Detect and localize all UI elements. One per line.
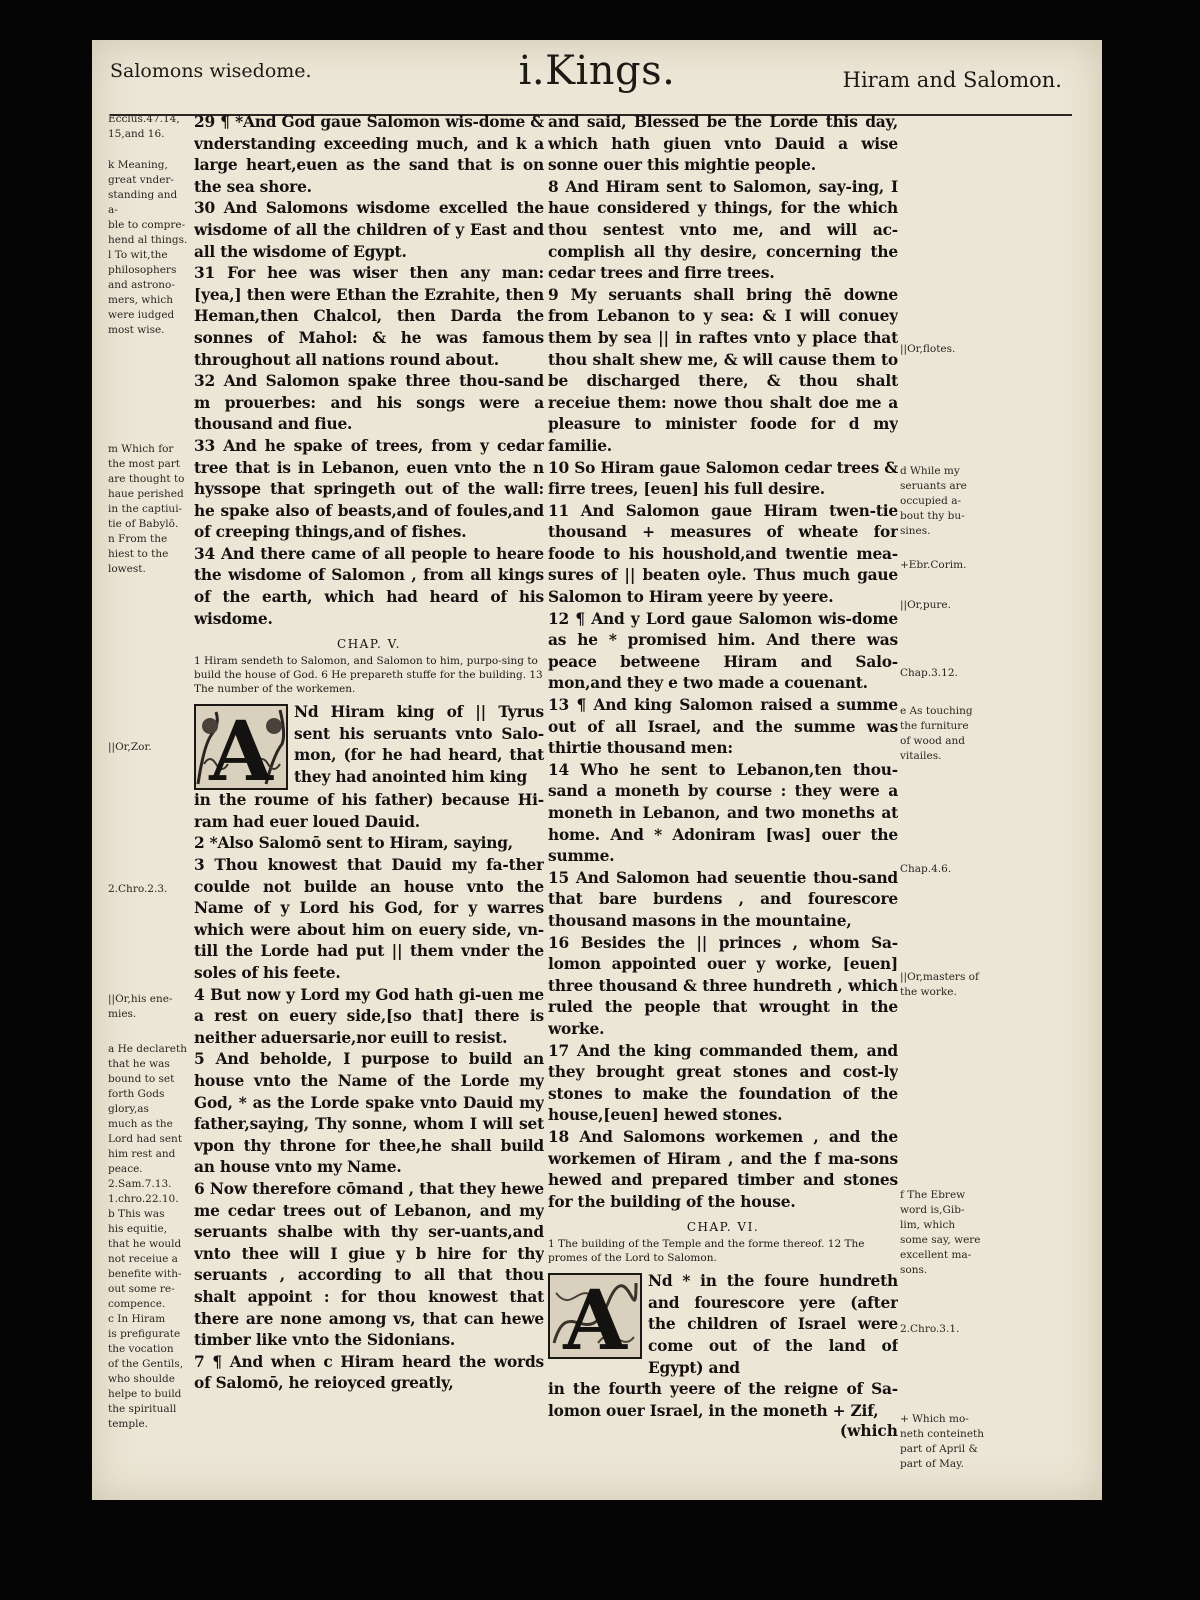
- chapter-heading: CHAP. VI.: [686, 1220, 760, 1235]
- verse: 8 And Hiram sent to Salomon, say-ing, I haue considered y things, for the which thou sentest vnto me, and will ac-complish all thy desire, concerning the cedar trees and firre trees.: [548, 177, 898, 283]
- dropcap-ornament-icon: [194, 704, 288, 790]
- verse: 2 *Also Salomō sent to Hiram, saying,: [194, 834, 513, 853]
- verse: 11 And Salomon gaue Hiram twen-tie thousand + measures of wheate for foode to his houshold,and twentie mea-sures of || beaten oyle. Thus much gaue Salomon to Hiram yeere by yeere.: [548, 501, 898, 607]
- verse: 5 And beholde, I purpose to build an house vnto the Name of the Lorde my God, * as the Lorde spake vnto Dauid my father,saying, Thy sonne, whom I will set vpon thy throne for thee,he shall build an house vnto my Name.: [194, 1050, 544, 1177]
- verse: and said, Blessed be the Lorde this day, which hath giuen vnto Dauid a wise sonne ouer this mightie people.: [548, 113, 898, 175]
- chapter-heading: CHAP. V.: [337, 637, 401, 652]
- verse: 30 And Salomons wisdome excelled the wisdome of all the children of y East and all the wisdome of Egypt.: [194, 199, 544, 261]
- margin-note: ||Or,his ene- mies.: [108, 993, 173, 1020]
- ornamental-dropcap: [548, 1273, 642, 1359]
- verse: 4 But now y Lord my God hath gi-uen me a rest on euery side,[so that] there is neither aduersarie,nor euill to resist.: [194, 985, 544, 1047]
- verse: 9 My seruants shall bring thē downe from Lebanon to y sea: & I will conuey them by sea || in raftes vnto y place that thou shalt shew me, & will cause them to be discharged there, & thou shalt receiue them: nowe thou shalt doe me a pleasure to minister foode for d my familie.: [548, 285, 898, 455]
- verse: 14 Who he sent to Lebanon,ten thou-sand a moneth by course : they were a moneth in Lebanon, and two moneths at home. And * Adoniram [was] ouer the summe.: [548, 760, 898, 866]
- margin-note: ||Or,flotes.: [900, 343, 956, 355]
- verse: 15 And Salomon had seuentie thou-sand that bare burdens , and fourescore thousand masons in the mountaine,: [548, 868, 898, 930]
- margin-note: k Meaning, great vnder- standing and a- ble to compre- hend al things. l To wit,the philosophers and astrono- mers, which were iudged most wise.: [108, 159, 188, 336]
- chapter-summary: 1 The building of the Temple and the forme thereof. 12 The promes of the Lord to Salomon.: [548, 1238, 865, 1265]
- margin-note: ||Or,pure.: [900, 599, 951, 611]
- verse: 31 For hee was wiser then any man: [yea,] then were Ethan the Ezrahite, then Heman,then Chalcol, then Darda the sonnes of Mahol: & he was famous throughout all nations round about.: [194, 264, 544, 369]
- verse: 3 Thou knowest that Dauid my fa-ther coulde not builde an house vnto the Name of y Lord his God, for y warres which were about him on euery side, vn-till the Lorde had put || them vnder the soles of his feete.: [194, 856, 544, 982]
- verse: 17 And the king commanded them, and they brought great stones and cost-ly stones to make the foundation of the house,[euen] hewed stones.: [548, 1041, 898, 1125]
- margin-note: Ecclus.47.14, 15,and 16.: [108, 113, 180, 140]
- catchword: (which: [839, 1422, 898, 1441]
- text-column-left: [194, 112, 544, 1492]
- running-header: [92, 40, 1102, 112]
- chapter-summary: 1 Hiram sendeth to Salomon, and Salomon to him, purpo-sing to build the house of God. 6 He prepareth stuffe for the building. 13 The number of the workemen.: [194, 655, 543, 696]
- verse: 10 So Hiram gaue Salomon cedar trees & firre trees, [euen] his full desire.: [548, 458, 898, 499]
- margin-note: ||Or,Zor.: [108, 741, 152, 753]
- verse: 29 ¶ *And God gaue Salomon wis-dome & vnderstanding exceeding much, and k a large heart,euen as the sand that is on the sea shore.: [194, 113, 544, 196]
- chapter-opening-text: Nd Hiram king of || Tyrus sent his seruants vnto Salo-mon, (for he had heard, that they had anointed him king: [294, 703, 544, 787]
- margin-note: f The Ebrew word is,Gib- lim, which some say, were excellent ma- sons.: [900, 1189, 981, 1276]
- verse: in the fourth yeere of the reigne of Sa-lomon ouer Israel, in the moneth + Zif,: [548, 1380, 898, 1420]
- header-book-title: i.Kings.: [518, 48, 676, 94]
- margin-note: d While my seruants are occupied a- bout thy bu- sines.: [900, 465, 967, 537]
- verse: in the roume of his father) because Hi-ram had euer loued Dauid.: [194, 791, 544, 831]
- margin-note: Chap.3.12.: [900, 667, 958, 679]
- verse: 34 And there came of all people to heare the wisdome of Salomon , from all kings of the earth, which had heard of his wisdome.: [194, 544, 544, 628]
- header-right-title: Hiram and Salomon.: [842, 68, 1062, 92]
- dropcap-letter: A: [209, 704, 273, 791]
- verse: 32 And Salomon spake three thou-sand m prouerbes: and his songs were a thousand and fiue.: [194, 372, 544, 434]
- text-column-right: [548, 112, 898, 1492]
- header-left-title: Salomons wisedome.: [110, 60, 312, 82]
- margin-note: + Which mo- neth conteineth part of April & part of May.: [900, 1413, 985, 1470]
- margin-note: Chap.4.6.: [900, 863, 952, 875]
- chapter-opening: [548, 1271, 898, 1379]
- margin-note: e As touching the furniture of wood and vitailes.: [900, 705, 973, 762]
- verse: 16 Besides the || princes , whom Sa-lomon appointed ouer y worke, [euen] three thousand & three hundreth , which ruled the people that wrought in the worke.: [548, 933, 898, 1038]
- dropcap-ornament-icon: [548, 1273, 642, 1359]
- dropcap-letter: A: [563, 1273, 627, 1360]
- verse: 12 ¶ And y Lord gaue Salomon wis-dome as he * promised him. And there was peace betweene Hiram and Salo-mon,and they e two made a couenant.: [548, 609, 898, 693]
- chapter-opening: [194, 702, 544, 790]
- verse: 13 ¶ And king Salomon raised a summe out of all Israel, and the summe was thirtie thousand men:: [548, 696, 898, 758]
- verse: 6 Now therefore cōmand , that they hewe me cedar trees out of Lebanon, and my seruants shalbe with thy ser-uants,and vnto thee will I giue y b hire for thy seruants , according to all that thou shalt appoint : for thou knowest that there are none among vs, that can hewe timber like vnto the Sidonians.: [194, 1179, 544, 1350]
- book-page: [92, 40, 1102, 1500]
- margin-note: +Ebr.Corim.: [900, 559, 967, 571]
- margin-note: m Which for the most part are thought to haue perished in the captiui- tie of Babylō. n From the hiest to the lowest.: [108, 443, 185, 575]
- margin-note: a He declareth that he was bound to set forth Gods glory,as much as the Lord had sent him rest and peace. 2.Sam.7.13. 1.chro.22.10. b This was his equitie, that he would not receiue a benefite with- out some re- compence. c In Hiram is prefigurate the vocation of the Gentils, who shoulde helpe to build the spirituall temple.: [108, 1043, 187, 1430]
- margin-note: ||Or,masters of the worke.: [900, 971, 979, 998]
- margin-note: 2.Chro.2.3.: [108, 883, 168, 895]
- chapter-opening-text: Nd * in the foure hundreth and fourescore yere (after the children of Israel were come out of the land of Egypt) and: [648, 1272, 898, 1377]
- left-margin-notes: [108, 112, 190, 1492]
- ornamental-dropcap: [194, 704, 288, 790]
- verse: 18 And Salomons workemen , and the workemen of Hiram , and the f ma-sons hewed and prepared timber and stones for the building of the house.: [548, 1127, 898, 1211]
- verse: 7 ¶ And when c Hiram heard the words of Salomō, he reioyced greatly,: [194, 1352, 544, 1393]
- margin-note: 2.Chro.3.1.: [900, 1323, 960, 1335]
- verse: 33 And he spake of trees, from y cedar tree that is in Lebanon, euen vnto the n hyssope that springeth out of the wall: he spake also of beasts,and of foules,and of creeping things,and of fishes.: [194, 436, 544, 542]
- right-margin-notes: [900, 112, 995, 1492]
